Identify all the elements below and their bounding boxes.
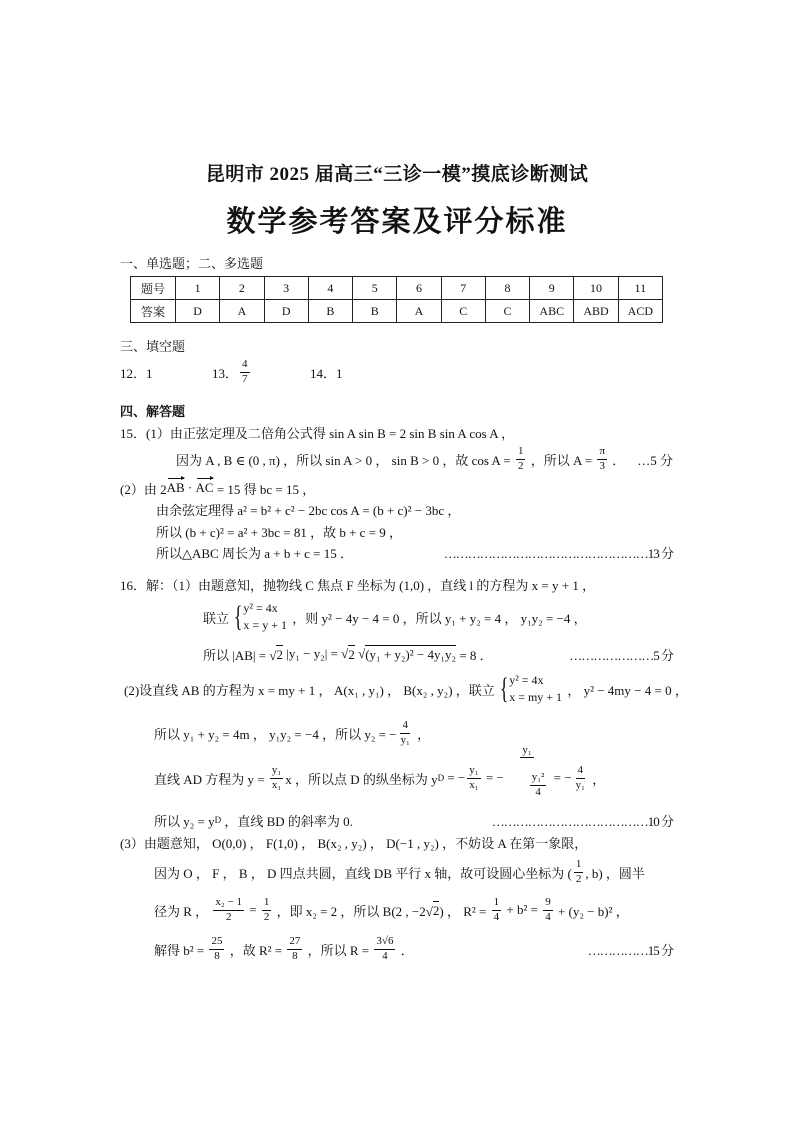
denominator: 2: [225, 910, 232, 923]
document-subtitle: 数学参考答案及评分标准: [226, 206, 568, 238]
question-number: 4: [308, 277, 352, 300]
fraction: [530, 771, 547, 798]
radicand: (y₁ + y₂)² − 4y₁y₂: [365, 647, 457, 662]
q16-text: ， y² − 4my − 4 = 0 ，: [564, 682, 688, 698]
numerator: x₂ − 1: [213, 896, 244, 910]
question-number: 10: [574, 277, 618, 300]
system-equation: y² = 4x: [243, 600, 278, 615]
vector-ac: AC: [195, 480, 214, 495]
answer-cell: B: [308, 300, 352, 323]
denominator: 4: [545, 910, 551, 923]
q16-text: ，则 y² − 4y − 4 = 0 ，所以 y₁ + y₂ = 4 ， y₁y₂ = −4 ，: [288, 610, 587, 626]
fraction: [543, 896, 553, 923]
system-brace: {: [233, 600, 243, 633]
fraction: [209, 935, 224, 962]
system-rows: [243, 600, 287, 635]
system-equation: x = my + 1: [509, 690, 563, 704]
q16-text: ，所以 R =: [304, 942, 373, 958]
question-number: 9: [530, 277, 574, 300]
answer-12: 12．1: [120, 365, 153, 381]
system-equation: y² = 4x: [509, 672, 544, 687]
answer-cell: A: [220, 300, 264, 323]
q16-text: x ，所以点 D 的纵坐标为 y: [285, 771, 438, 787]
numerator: 1: [262, 896, 272, 910]
numerator: π: [597, 445, 607, 459]
q16-text: 径为 R ，: [154, 903, 212, 919]
q16-text: 所以 y₁ + y₂ = 4m ， y₁y₂ = −4 ，所以 y₂ = −: [154, 726, 397, 742]
denominator: 4: [493, 910, 500, 923]
q16-text: =: [245, 902, 260, 917]
fraction: [597, 445, 607, 472]
answer-cell: A: [397, 300, 441, 323]
numerator: 4: [240, 358, 250, 372]
document-title: 昆明市 2025 届高三“三诊一模”摸底诊断测试: [205, 164, 589, 185]
row-label-number: 题号: [131, 277, 176, 300]
q16-text: 所以 |AB| = √: [203, 647, 277, 663]
q16-text: ，即 x₂ = 2 ，所以 B(2 , −2√: [273, 903, 433, 919]
denominator: 7: [242, 372, 248, 385]
system-rows: [509, 672, 562, 707]
fill-heading-text: 三、填空题: [120, 338, 186, 354]
fraction: [574, 858, 584, 885]
numerator: 4: [400, 719, 410, 733]
answer-cell: B: [353, 300, 397, 323]
radicand: 2: [348, 647, 355, 662]
fraction: [492, 896, 502, 923]
question-number: 2: [220, 277, 264, 300]
row-label-answer: 答案: [131, 300, 176, 323]
fraction: [374, 935, 395, 962]
fraction: [399, 719, 412, 746]
question-number: 8: [485, 277, 529, 300]
denominator: 8: [292, 949, 298, 962]
dot-operator: ·: [184, 480, 196, 495]
q16-text: 联立: [203, 610, 230, 626]
answer-cell: D: [176, 300, 220, 323]
score-marker: …………………5 分: [569, 647, 673, 663]
system-brace: {: [499, 672, 509, 705]
score-marker: …………………………………10 分: [491, 813, 673, 829]
question-number-row: [131, 277, 663, 300]
denominator: 3: [599, 459, 605, 472]
answer-cell: C: [441, 300, 485, 323]
denominator: 2: [575, 872, 582, 885]
q16-text: (2)设直线 AB 的方程为 x = my + 1 ， A(x₁ , y₁) ， B(x₂ , y₂) ，联立: [124, 682, 495, 698]
numerator: 1: [516, 445, 526, 459]
vector-ab: AB: [166, 480, 185, 495]
denominator: x₁: [469, 778, 479, 791]
numerator: y₁²: [530, 771, 547, 785]
question-number: 7: [441, 277, 485, 300]
system-equation: x = y + 1: [243, 618, 287, 632]
q16-text: (3）由题意知， O(0,0) ， F(1,0) ， B(x₂ , y₂) ， D(−1 , y₂) ，不妨设 A 在第一象限，: [120, 835, 588, 851]
q16-text: + b² =: [503, 902, 542, 917]
q16-text: 因为 O ， F ， B ， D 四点共圆，直线 DB 平行 x 轴，故可设圆心坐标为 (: [154, 865, 572, 881]
numerator: 25: [209, 935, 224, 949]
question-number: 6: [397, 277, 441, 300]
q16-text: √: [354, 646, 366, 661]
denominator: y₁: [575, 778, 585, 791]
fraction: [240, 358, 250, 385]
answer-row: [131, 300, 663, 323]
q16-text: ．: [397, 942, 414, 958]
answer-cell: ABC: [530, 300, 574, 323]
question-number: 5: [353, 277, 397, 300]
numerator: 1: [574, 858, 584, 872]
numerator: y₁: [467, 764, 480, 778]
numerator: 3√6: [374, 935, 395, 949]
radicand: 2: [432, 903, 440, 918]
numerator: 27: [287, 935, 302, 949]
q16-text: 解得 b² =: [154, 942, 208, 958]
fraction: [262, 896, 272, 923]
fraction: [213, 896, 244, 923]
q16-text: = −: [444, 770, 466, 785]
q16-text: |y₁ − y₂| = √: [282, 646, 349, 661]
q16-text: = 8 ．: [456, 647, 493, 663]
numerator: y₁: [270, 764, 283, 778]
q16-text: 16．解：（1）由题意知，抛物线 C 焦点 F 坐标为 (1,0) ，直线 l 的方程为 x = y + 1 ，: [120, 577, 596, 593]
numerator: 9: [543, 896, 553, 910]
equation-system: [497, 672, 562, 707]
answer-cell: ABD: [574, 300, 618, 323]
answer-cell: C: [485, 300, 529, 323]
fraction: [516, 445, 526, 472]
answer-cell: D: [264, 300, 308, 323]
answer-13-label: 13．: [212, 365, 239, 381]
q15-text: = 15 得 bc = 15 ，: [213, 481, 316, 497]
q16-text: = −: [550, 770, 572, 785]
q16-text: ，故 R² =: [226, 942, 286, 958]
denominator: 2: [517, 459, 524, 472]
q15-text: 15．(1）由正弦定理及二倍角公式得 sin A sin B = 2 sin B sin A cos A ，: [120, 425, 515, 441]
fraction: [574, 764, 587, 791]
numerator: y₁: [520, 744, 533, 758]
question-number: 11: [618, 277, 662, 300]
denominator: [506, 758, 549, 812]
denominator: 2: [263, 910, 270, 923]
q16-text: 直线 AD 方程为 y =: [154, 771, 268, 787]
radicand: 2: [276, 647, 283, 662]
q15-text: (2）由 2: [120, 481, 167, 497]
q15-text: ，所以 A =: [527, 452, 596, 468]
fraction: [287, 935, 302, 962]
answer-key-page: 昆明市 2025 届高三“三诊一模”摸底诊断测试 数学参考答案及评分标准 一、单选题；二、多选题 题号 1 2 3 4 5 6 7 8 9 10 11 答案 D A D B B A C C ABC ABD ACD 三、填空题 12．1 13． $\frac{4}{7}$ 14．1 四、解答题 15．(1）由正弦定理及二倍角公式得 sin A sin B = 2 sin B sin A cos A ， 因为 A , B ∈ (0 , π) ，所以 sin A > 0 ， sin B > 0 ，故 cos A = $\frac{1}{2}$ ，所以 A = $\frac{\pi}{3}$ ． …5 分 (2）由 2 AB · AC = 15 得 bc = 15 ， 由余弦定理得 a² = b² + c² − 2bc cos A = (b + c)² − 3bc ， 所以 (b + c)² = a² + 3bc = 81 ，故 b + c = 9 ， 所以△ABC 周长为 a + b + c = 15 ． ……………………………………………13 分 16．解：（1）由题意知，抛物线 C 焦点 F 坐标为 (1,0) ，直线 l 的方程为 x = y + 1 ， 联立 { y² = 4x x = y + 1 ，则 y² − 4y − 4 = 0 ，所以 y₁ + y₂ = 4 ， y₁y₂ = −4 ， 所以 |AB| = √ 2 |y₁ − y₂| = √ 2 √ (y₁ + y₂)² − 4y₁y₂ = 8 ． …………………5 分 (2)设直线 AB 的方程为 x = my + 1 ， A(x₁ , y₁) ， B(x₂ , y₂) ，联立 { y² = 4x x = my + 1 ， y² − 4my − 4 = 0 ， 所以 y₁ + y₂ = 4m ， y₁y₂ = −4 ，所以 y₂ = − $\frac{4}{\text{y₁}}$ ， 直线 AD 方程为 y = $\frac{\text{y₁}}{\text{x₁}}$ x ，所以点 D 的纵坐标为 y D = − $\frac{\text{y₁}}{\text{x₁}}$ = − $\frac{\text{y₁}}{\frac{\text{y₁²}}{4}}$ = − $\frac{4}{\text{y₁}}$ ， 所以 y₂ = y D ，直线 BD 的斜率为 0. …………………………………10 分 (3）由题意知， O(0,0) ， F(1,0) ， B(x₂ , y₂) ， D(−1 , y₂) ，不妨设 A 在第一象限， 因为 O ， F ， B ， D 四点共圆，直线 DB 平行 x 轴，故可设圆心坐标为 ( $\frac{1}{2}$ , b) ，圆半 径为 R ， $\frac{\text{x₂ − 1}}{2}$ = $\frac{1}{2}$ ，即 x₂ = 2 ，所以 B(2 , −2√ 2 ) ， R² = $\frac{1}{4}$ + b² = $\frac{9}{4}$ + (y₂ − b)² ， 解得 b² = $\frac{25}{8}$ ，故 R² = $\frac{27}{8}$ ，所以 R = $\frac{3√6}{4}$ ． ……………15 分: [0, 0, 794, 1123]
q15-text: 所以△ABC 周长为 a + b + c = 15 ．: [156, 545, 354, 561]
denominator: 4: [382, 949, 388, 962]
denominator: y₁: [400, 733, 410, 746]
nested-fraction: [506, 744, 549, 812]
q16-text: + (y₂ − b)² ，: [554, 903, 629, 919]
q16-text: 所以 y₂ = y: [154, 813, 215, 829]
answer-table: [130, 276, 663, 323]
denominator: 4: [535, 785, 541, 798]
q16-text: , b) ，圆半: [585, 865, 645, 881]
numerator: 4: [576, 764, 586, 778]
answer-14: 14．1: [310, 365, 343, 381]
q16-text: = −: [482, 770, 504, 785]
q15-text: 由余弦定理得 a² = b² + c² − 2bc cos A = (b + c)² − 3bc ，: [156, 502, 461, 518]
q15-text: 所以 (b + c)² = a² + 3bc = 81 ，故 b + c = 9 ，: [156, 524, 403, 540]
q15-text: 因为 A , B ∈ (0 , π) ，所以 sin A > 0 ， sin B > 0 ，故 cos A =: [176, 452, 514, 468]
denominator: x₁: [271, 778, 282, 791]
denominator: 8: [214, 949, 220, 962]
fraction: [270, 764, 283, 791]
choice-heading-text: 一、单选题；二、多选题: [120, 255, 264, 271]
solutions-heading-text: 四、解答题: [120, 403, 186, 419]
question-number: 3: [264, 277, 308, 300]
fraction: [467, 764, 480, 791]
answer-cell: ACD: [618, 300, 662, 323]
q15-text: ．: [609, 452, 626, 468]
equation-system: [231, 600, 287, 635]
q16-text: ) ， R² =: [439, 903, 490, 919]
score-marker: ……………………………………………13 分: [443, 545, 673, 561]
score-marker: ……………15 分: [587, 942, 673, 958]
q16-text: ，直线 BD 的斜率为 0.: [221, 813, 353, 829]
q16-text: ，: [413, 726, 431, 742]
numerator: 1: [492, 896, 502, 910]
score-marker: …5 分: [637, 452, 673, 468]
question-number: 1: [176, 277, 220, 300]
q16-text: ，: [588, 771, 606, 787]
